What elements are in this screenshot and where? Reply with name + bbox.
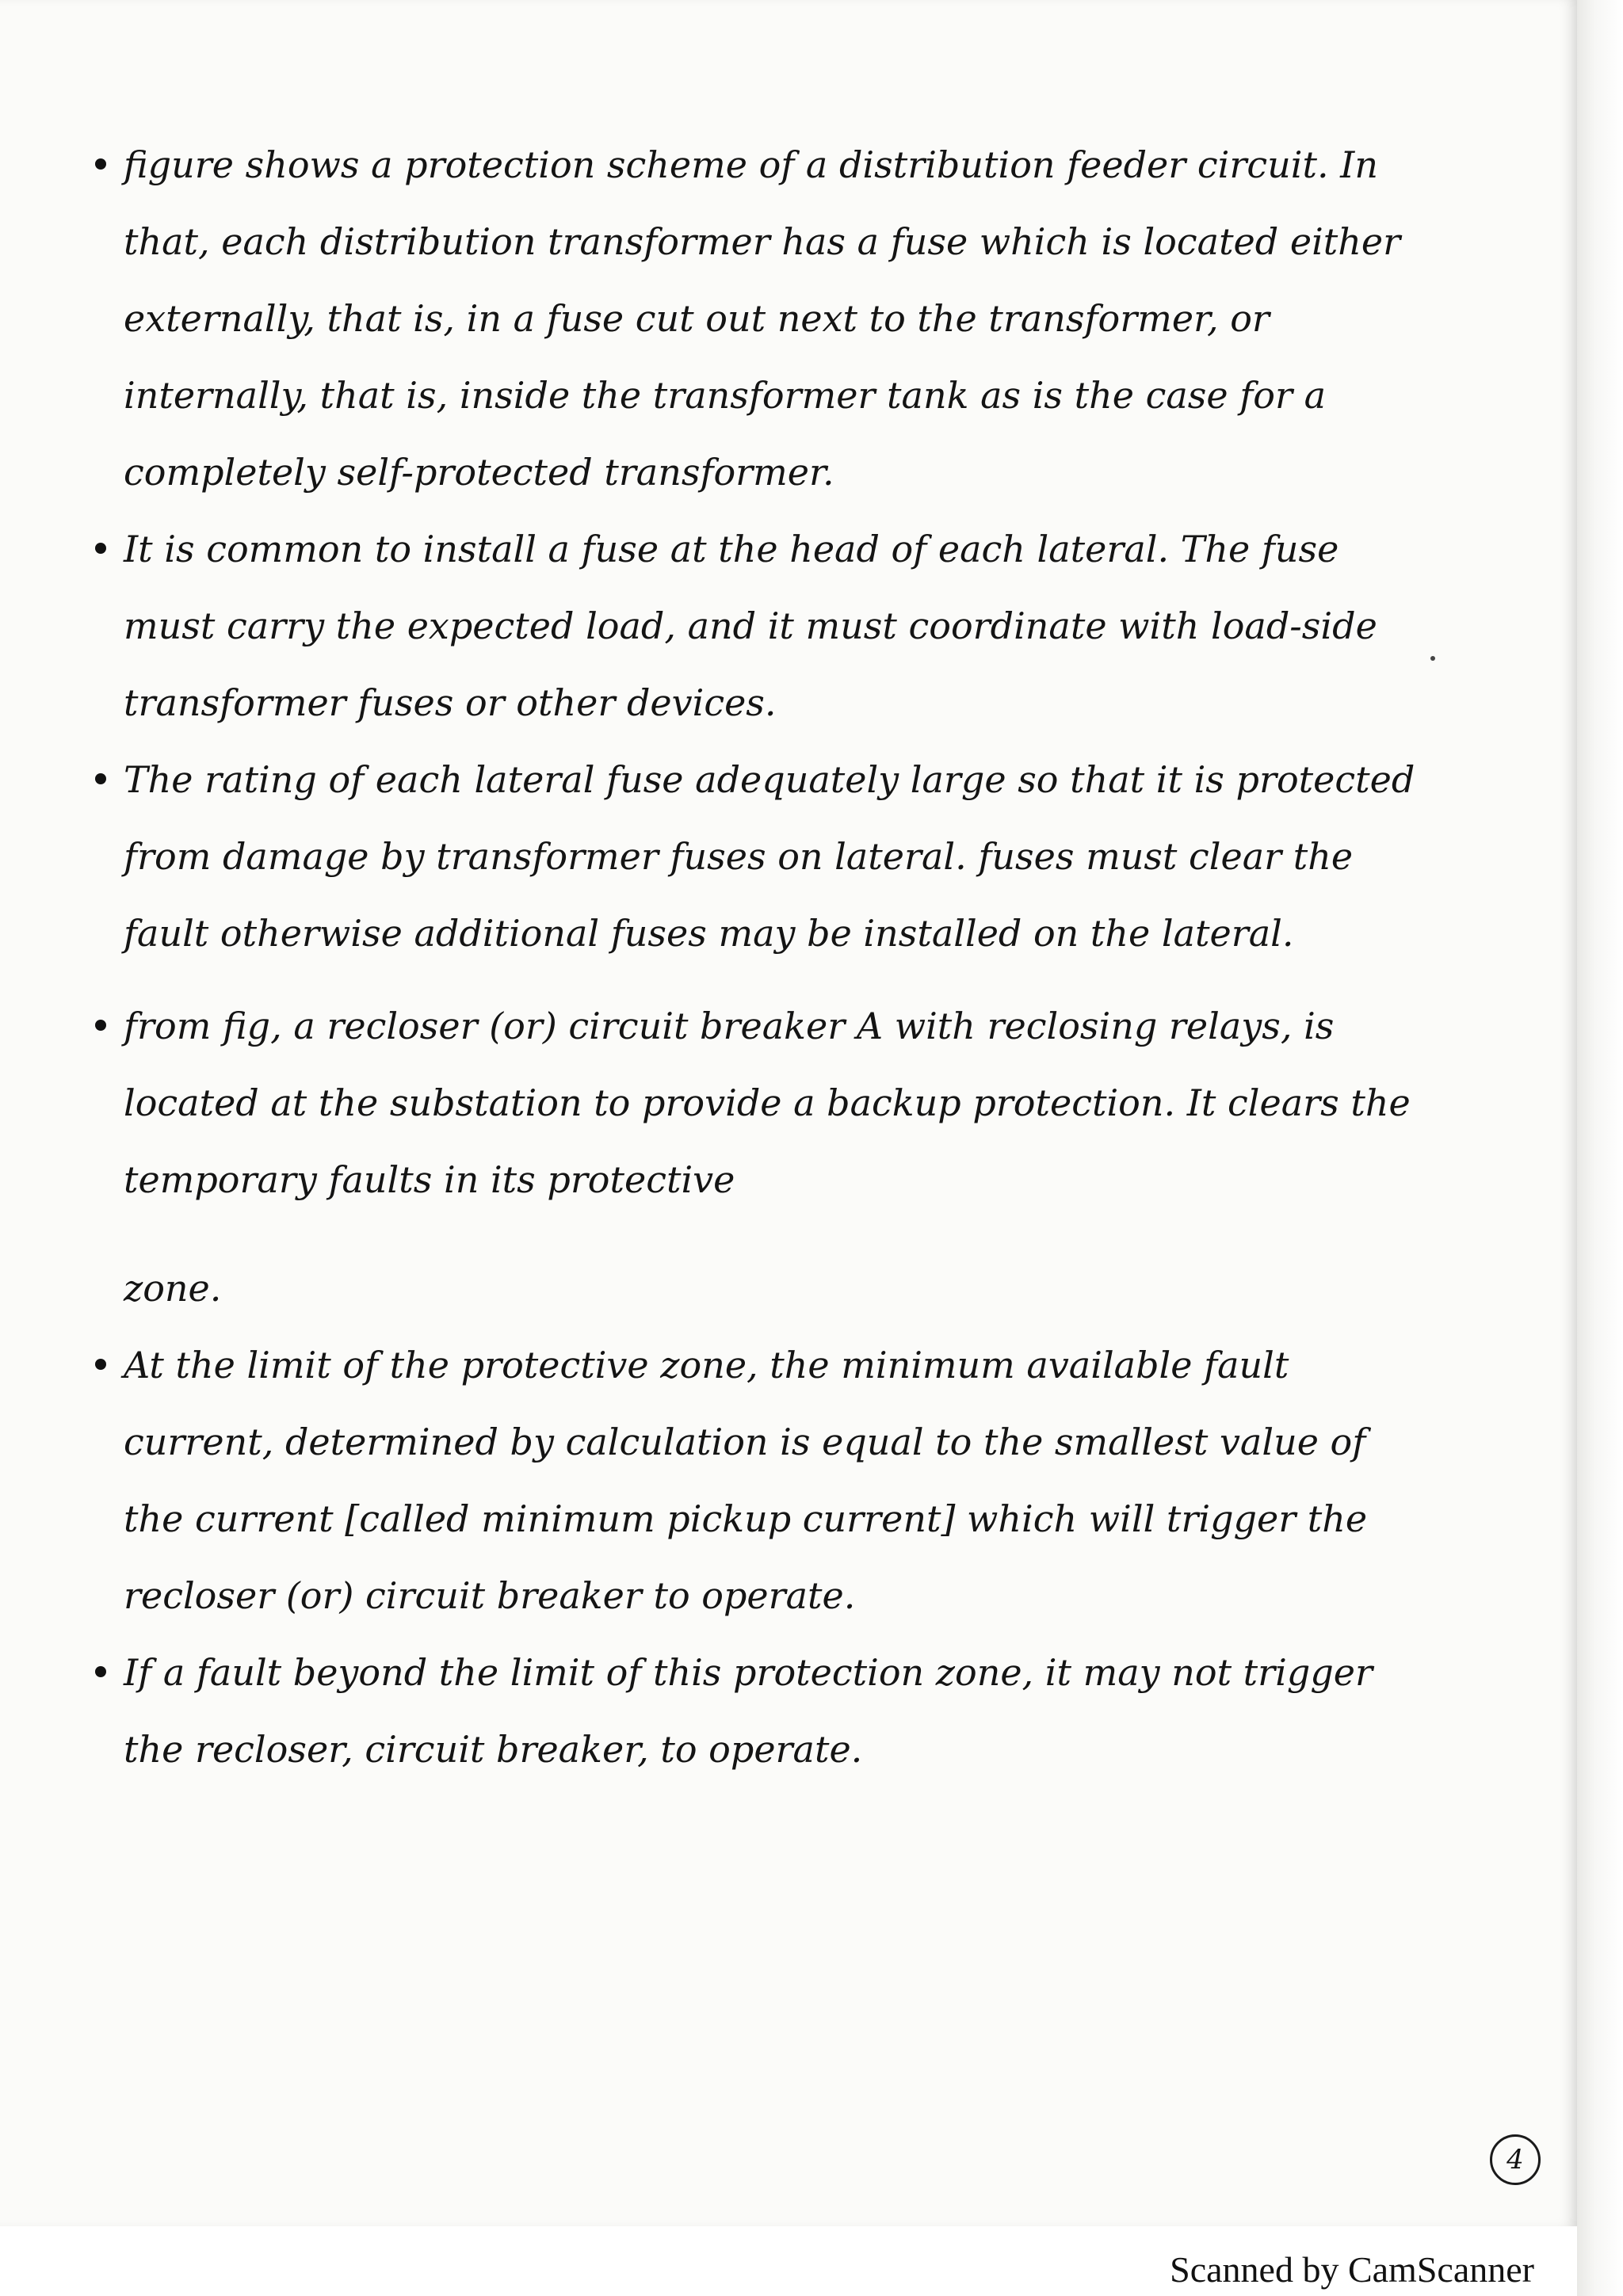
note-paragraph: [95, 1327, 1426, 1634]
ink-dot: [1430, 656, 1435, 661]
scanner-watermark: Scanned by CamScanner: [1170, 2249, 1534, 2290]
page-edge-shadow: [1577, 0, 1623, 2296]
note-paragraph-tail: zone.: [124, 1267, 222, 1310]
note-paragraph-text: At the limit of the protective zone, the minimum available fault current, determined by calculation is equal to the smallest value of the current [called minimum pickup current] which will trigger the recloser (or) circuit breaker to operate.: [124, 1344, 1368, 1617]
note-paragraph-text: figure shows a protection scheme of a distribution feeder circuit. In that, each distribution transformer has a fuse which is located either externally, that is, in a fuse cut out next to the transformer, or internally, that is, inside the transformer tank as is the case for a completely self-protected transformer.: [124, 143, 1401, 494]
page-number: 4: [1490, 2134, 1541, 2185]
note-paragraph-text: If a fault beyond the limit of this protection zone, it may not trigger the recloser, circuit breaker, to operate.: [124, 1651, 1373, 1771]
note-paragraph: [95, 742, 1426, 972]
note-paragraph-text: The rating of each lateral fuse adequately large so that it is protected from damage by transformer fuses on lateral. fuses must clear the fault otherwise additional fuses may be installed on the lateral.: [124, 758, 1415, 955]
note-paragraph-text: from fig, a recloser (or) circuit breaker A with reclosing relays, is located at the substation to provide a backup protection. It clears the temporary faults in its protective: [124, 1005, 1411, 1201]
note-paragraph: [95, 988, 1426, 1327]
note-paragraph-text: It is common to install a fuse at the head of each lateral. The fuse must carry the expected load, and it must coordinate with load-side transformer fuses or other devices.: [124, 528, 1377, 724]
handwritten-notes: [95, 127, 1426, 1788]
note-paragraph: [95, 511, 1426, 742]
note-paragraph: [95, 127, 1426, 511]
note-paragraph: [95, 1634, 1426, 1788]
